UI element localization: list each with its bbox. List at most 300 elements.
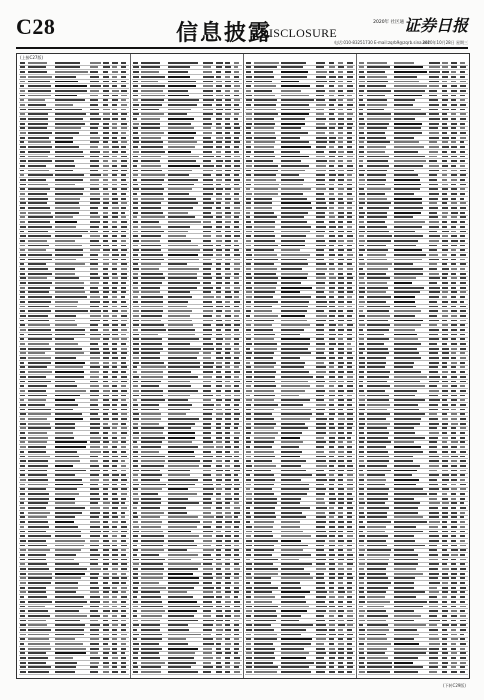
table-cell xyxy=(281,263,308,265)
table-cell xyxy=(359,549,365,551)
table-cell xyxy=(168,535,199,537)
table-cell xyxy=(460,202,467,204)
table-cell xyxy=(347,456,352,458)
table-cell xyxy=(112,287,117,289)
table-cell xyxy=(103,334,109,336)
table-cell xyxy=(338,90,343,92)
table-cell xyxy=(141,521,161,523)
table-cell xyxy=(121,202,127,204)
table-cell xyxy=(367,315,390,317)
table-cell xyxy=(316,287,325,289)
table-cell xyxy=(234,315,239,317)
table-cell xyxy=(359,366,365,368)
table-cell xyxy=(168,441,192,443)
table-cell xyxy=(281,423,305,425)
table-cell xyxy=(103,423,108,425)
table-cell xyxy=(28,245,49,247)
table-cell xyxy=(141,123,159,125)
table-cell xyxy=(281,446,299,448)
table-cell xyxy=(55,540,85,542)
table-cell xyxy=(168,404,193,406)
table-cell xyxy=(316,456,326,458)
table-cell xyxy=(216,99,222,101)
table-cell xyxy=(90,348,99,350)
table-cell xyxy=(281,99,314,101)
table-cell xyxy=(28,399,45,401)
table-cell xyxy=(316,202,326,204)
table-cell xyxy=(359,395,366,397)
table-cell xyxy=(347,465,353,467)
table-cell xyxy=(281,212,308,214)
table-cell xyxy=(203,348,214,350)
table-cell xyxy=(329,671,335,673)
table-cell xyxy=(338,423,344,425)
table-cell xyxy=(442,540,447,542)
table-cell xyxy=(216,296,221,298)
table-cell xyxy=(121,348,127,350)
table-cell xyxy=(103,427,109,429)
table-cell xyxy=(121,456,128,458)
table-cell xyxy=(203,460,212,462)
table-cell xyxy=(329,259,334,261)
table-cell xyxy=(234,521,240,523)
table-cell xyxy=(442,404,448,406)
table-cell xyxy=(246,493,252,495)
table-cell xyxy=(216,432,221,434)
table-cell xyxy=(112,427,117,429)
table-cell xyxy=(347,634,353,636)
table-cell xyxy=(103,254,109,256)
table-cell xyxy=(451,413,457,415)
table-cell xyxy=(216,549,221,551)
table-cell xyxy=(103,362,109,364)
table-cell xyxy=(460,629,466,631)
table-cell xyxy=(281,554,311,556)
table-cell xyxy=(55,81,78,83)
table-cell xyxy=(347,662,353,664)
table-cell xyxy=(367,573,386,575)
table-cell xyxy=(451,216,457,218)
table-cell xyxy=(133,338,139,340)
table-cell xyxy=(254,413,272,415)
table-cell xyxy=(316,291,324,293)
table-cell xyxy=(28,249,46,251)
table-cell xyxy=(281,357,301,359)
table-cell xyxy=(347,409,353,411)
table-cell xyxy=(460,156,466,158)
table-cell xyxy=(338,596,344,598)
table-cell xyxy=(429,362,439,364)
table-cell xyxy=(141,474,161,476)
table-cell xyxy=(133,273,139,275)
table-cell xyxy=(281,329,304,331)
table-cell xyxy=(460,263,466,265)
table-cell xyxy=(20,71,26,73)
table-cell xyxy=(338,507,343,509)
table-cell xyxy=(367,399,388,401)
table-cell xyxy=(281,151,300,153)
table-cell xyxy=(347,212,352,214)
table-cell xyxy=(254,123,275,125)
table-cell xyxy=(460,427,466,429)
table-cell xyxy=(359,399,365,401)
table-cell xyxy=(203,488,214,490)
table-cell xyxy=(451,493,456,495)
table-cell xyxy=(338,324,343,326)
table-cell xyxy=(460,620,466,622)
table-cell xyxy=(234,85,240,87)
table-cell xyxy=(28,573,52,575)
table-cell xyxy=(429,465,439,467)
table-cell xyxy=(55,634,84,636)
table-cell xyxy=(234,357,239,359)
table-cell xyxy=(338,432,344,434)
table-cell xyxy=(203,282,211,284)
table-cell xyxy=(394,418,421,420)
table-cell xyxy=(28,385,46,387)
table-cell xyxy=(55,334,85,336)
table-cell xyxy=(442,423,448,425)
table-cell xyxy=(329,310,335,312)
table-cell xyxy=(28,610,47,612)
table-cell xyxy=(168,648,199,650)
table-cell xyxy=(329,221,335,223)
table-cell xyxy=(281,582,300,584)
table-cell xyxy=(55,156,84,158)
table-cell xyxy=(234,666,239,668)
table-cell xyxy=(168,498,188,500)
table-cell xyxy=(225,90,230,92)
table-cell xyxy=(168,109,191,111)
table-cell xyxy=(254,610,276,612)
table-cell xyxy=(133,90,139,92)
table-cell xyxy=(429,343,437,345)
table-cell xyxy=(451,141,456,143)
table-cell xyxy=(359,338,364,340)
table-cell xyxy=(338,404,344,406)
table-cell xyxy=(234,423,239,425)
table-cell xyxy=(281,123,305,125)
table-cell xyxy=(55,221,78,223)
table-cell xyxy=(359,156,364,158)
table-cell xyxy=(347,432,353,434)
table-cell xyxy=(225,254,230,256)
table-cell xyxy=(460,268,466,270)
table-cell xyxy=(316,488,326,490)
table-cell xyxy=(112,643,117,645)
table-cell xyxy=(329,273,334,275)
table-cell xyxy=(90,221,100,223)
table-cell xyxy=(394,371,421,373)
table-cell xyxy=(55,118,84,120)
table-cell xyxy=(347,582,352,584)
table-cell xyxy=(141,141,163,143)
table-cell xyxy=(451,437,456,439)
table-cell xyxy=(112,371,118,373)
table-cell xyxy=(367,268,388,270)
table-cell xyxy=(133,610,138,612)
table-cell xyxy=(316,535,327,537)
table-cell xyxy=(394,165,423,167)
table-cell xyxy=(329,287,335,289)
table-cell xyxy=(234,273,240,275)
table-cell xyxy=(234,216,240,218)
table-cell xyxy=(225,263,230,265)
table-cell xyxy=(347,273,352,275)
table-cell xyxy=(112,66,117,68)
table-cell xyxy=(28,170,48,172)
table-cell xyxy=(90,357,100,359)
table-cell xyxy=(246,137,253,139)
table-cell xyxy=(254,193,278,195)
table-cell xyxy=(121,245,127,247)
table-cell xyxy=(246,254,252,256)
table-cell xyxy=(359,221,364,223)
table-cell xyxy=(225,596,230,598)
table-cell xyxy=(203,540,212,542)
table-cell xyxy=(429,141,437,143)
table-cell xyxy=(121,620,126,622)
table-cell xyxy=(141,390,163,392)
table-cell xyxy=(367,381,386,383)
table-cell xyxy=(246,207,252,209)
table-cell xyxy=(103,526,109,528)
table-cell xyxy=(133,423,138,425)
table-cell xyxy=(347,516,353,518)
table-cell xyxy=(216,423,221,425)
table-cell xyxy=(460,85,466,87)
table-cell xyxy=(216,207,221,209)
table-cell xyxy=(460,441,465,443)
table-cell xyxy=(112,540,117,542)
table-cell xyxy=(451,85,457,87)
table-cell xyxy=(281,90,302,92)
table-cell xyxy=(20,174,25,176)
table-cell xyxy=(347,202,353,204)
table-cell xyxy=(121,516,126,518)
table-cell xyxy=(254,212,274,214)
table-cell xyxy=(347,221,353,223)
table-cell xyxy=(112,362,117,364)
table-cell xyxy=(121,460,126,462)
table-cell xyxy=(90,268,98,270)
table-cell xyxy=(254,156,275,158)
table-cell xyxy=(112,648,117,650)
table-cell xyxy=(90,563,98,565)
table-cell xyxy=(168,652,196,654)
table-cell xyxy=(429,535,439,537)
table-cell xyxy=(254,409,274,411)
table-cell xyxy=(121,357,126,359)
table-cell xyxy=(90,399,98,401)
table-cell xyxy=(216,81,222,83)
table-cell xyxy=(442,596,447,598)
table-cell xyxy=(246,615,251,617)
table-cell xyxy=(168,85,196,87)
table-cell xyxy=(246,306,251,308)
table-cell xyxy=(254,399,273,401)
table-cell xyxy=(103,85,109,87)
table-cell xyxy=(347,488,353,490)
table-cell xyxy=(112,460,118,462)
table-cell xyxy=(359,629,365,631)
table-cell xyxy=(254,254,277,256)
table-cell xyxy=(103,657,108,659)
table-cell xyxy=(246,95,252,97)
table-cell xyxy=(394,221,425,223)
table-cell xyxy=(429,385,437,387)
table-cell xyxy=(429,282,437,284)
table-cell xyxy=(141,198,164,200)
table-cell xyxy=(103,559,109,561)
table-cell xyxy=(121,76,126,78)
table-cell xyxy=(316,545,324,547)
table-cell xyxy=(121,470,127,472)
table-cell xyxy=(121,568,127,570)
table-cell xyxy=(460,343,466,345)
table-cell xyxy=(216,221,222,223)
table-cell xyxy=(133,366,138,368)
table-cell xyxy=(28,62,47,64)
table-cell xyxy=(121,610,126,612)
table-cell xyxy=(429,245,437,247)
table-cell xyxy=(203,81,213,83)
table-cell xyxy=(460,531,465,533)
table-cell xyxy=(168,465,199,467)
table-cell xyxy=(20,385,25,387)
table-cell xyxy=(359,334,365,336)
table-cell xyxy=(103,549,109,551)
table-cell xyxy=(55,301,78,303)
table-cell xyxy=(121,526,128,528)
table-cell xyxy=(234,545,239,547)
table-cell xyxy=(203,240,211,242)
table-cell xyxy=(225,202,230,204)
table-cell xyxy=(359,193,365,195)
table-cell xyxy=(234,263,240,265)
table-cell xyxy=(442,174,447,176)
table-cell xyxy=(359,160,364,162)
table-cell xyxy=(429,437,438,439)
table-cell xyxy=(112,338,119,340)
table-cell xyxy=(316,418,327,420)
table-cell xyxy=(234,198,240,200)
table-cell xyxy=(55,521,74,523)
table-cell xyxy=(329,634,335,636)
table-cell xyxy=(316,282,325,284)
table-cell xyxy=(168,371,191,373)
table-cell xyxy=(329,170,335,172)
table-cell xyxy=(55,338,74,340)
table-cell xyxy=(28,352,45,354)
table-cell xyxy=(451,535,456,537)
table-cell xyxy=(216,610,222,612)
table-cell xyxy=(90,231,98,233)
table-cell xyxy=(216,409,222,411)
table-cell xyxy=(133,488,138,490)
table-cell xyxy=(246,624,253,626)
table-cell xyxy=(121,146,126,148)
table-cell xyxy=(28,273,51,275)
table-cell xyxy=(225,71,231,73)
table-cell xyxy=(338,545,343,547)
table-cell xyxy=(442,343,447,345)
table-cell xyxy=(216,563,222,565)
table-cell xyxy=(225,638,230,640)
table-cell xyxy=(338,474,343,476)
table-cell xyxy=(460,71,465,73)
table-cell xyxy=(442,184,448,186)
table-cell xyxy=(133,235,138,237)
table-cell xyxy=(254,563,272,565)
table-cell xyxy=(442,591,448,593)
table-cell xyxy=(394,249,423,251)
table-cell xyxy=(254,545,274,547)
table-cell xyxy=(347,141,352,143)
table-cell xyxy=(225,132,230,134)
table-cell xyxy=(103,137,109,139)
table-cell xyxy=(103,240,108,242)
table-cell xyxy=(347,245,353,247)
table-cell xyxy=(442,85,447,87)
table-cell xyxy=(316,624,326,626)
table-cell xyxy=(55,165,75,167)
table-cell xyxy=(225,512,231,514)
table-cell xyxy=(225,329,231,331)
table-cell xyxy=(347,85,353,87)
table-cell xyxy=(133,601,138,603)
table-cell xyxy=(442,179,447,181)
table-cell xyxy=(168,474,190,476)
table-cell xyxy=(203,427,211,429)
table-cell xyxy=(103,563,109,565)
table-cell xyxy=(216,249,222,251)
table-cell xyxy=(442,146,448,148)
table-cell xyxy=(246,427,252,429)
table-cell xyxy=(316,568,326,570)
table-cell xyxy=(225,282,230,284)
table-cell xyxy=(281,231,310,233)
table-cell xyxy=(168,577,199,579)
table-cell xyxy=(28,348,51,350)
table-cell xyxy=(442,610,448,612)
table-cell xyxy=(28,85,51,87)
table-cell xyxy=(246,141,252,143)
table-cell xyxy=(203,535,212,537)
table-cell xyxy=(112,531,118,533)
table-cell xyxy=(460,170,466,172)
table-cell xyxy=(20,198,26,200)
table-cell xyxy=(442,76,447,78)
table-cell xyxy=(203,338,211,340)
table-cell xyxy=(367,596,385,598)
table-cell xyxy=(254,479,275,481)
table-cell xyxy=(254,95,275,97)
table-cell xyxy=(359,498,365,500)
table-cell xyxy=(347,170,353,172)
table-cell xyxy=(90,606,99,608)
table-cell xyxy=(329,366,334,368)
table-cell xyxy=(367,273,386,275)
table-cell xyxy=(225,648,230,650)
table-cell xyxy=(121,235,126,237)
table-cell xyxy=(225,141,231,143)
table-cell xyxy=(460,596,466,598)
table-cell xyxy=(359,465,365,467)
table-cell xyxy=(359,484,364,486)
table-cell xyxy=(451,479,457,481)
table-cell xyxy=(329,643,334,645)
